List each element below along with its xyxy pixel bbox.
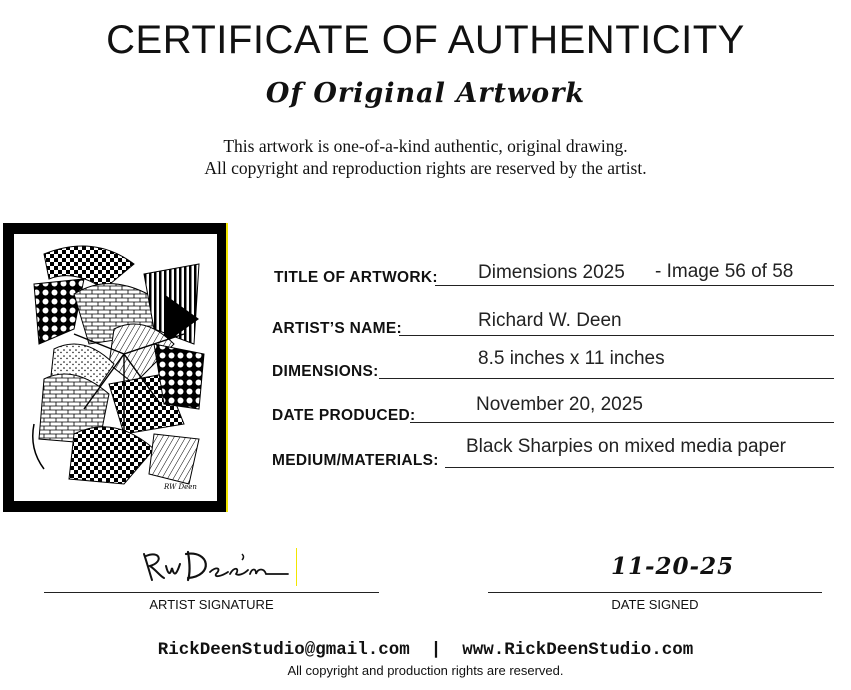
date-signed-label: DATE SIGNED: [611, 597, 699, 612]
title-of-artwork-label: TITLE OF ARTWORK:: [274, 269, 438, 286]
intro-line-2: All copyright and reproduction rights are reserved by the artist.: [204, 158, 647, 178]
artist-signature-image: [138, 546, 298, 586]
date-produced-value: November 20, 2025: [476, 394, 643, 415]
frame-accent-edge: [226, 223, 228, 512]
artist-underline: [399, 335, 834, 336]
medium-value: Black Sharpies on mixed media paper: [466, 436, 787, 457]
dimensions-value: 8.5 inches x 11 inches: [478, 348, 665, 369]
certificate-title: CERTIFICATE OF AUTHENTICITY: [106, 18, 745, 62]
artist-signature-label: ARTIST SIGNATURE: [149, 597, 274, 612]
artist-signature-line: [44, 592, 379, 593]
intro-line-1: This artwork is one-of-a-kind authentic, original drawing.: [223, 136, 628, 156]
footer-contact-text: RickDeenStudio@gmail.com | www.RickDeenStudio.com: [157, 640, 694, 660]
title-of-artwork-value: Dimensions 2025: [478, 262, 625, 283]
dimensions-underline: [379, 378, 834, 379]
date-signed-value: 11-20-25: [611, 553, 735, 580]
footer-contact: [0, 640, 851, 660]
title-underline: [435, 285, 834, 286]
artist-name-value: Richard W. Deen: [478, 310, 622, 331]
date-produced-label: DATE PRODUCED:: [272, 407, 416, 424]
signature-graphic: [138, 546, 298, 586]
dimensions-label: DIMENSIONS:: [272, 363, 379, 380]
title-image-count: - Image 56 of 58: [655, 261, 794, 282]
artwork-image: [3, 223, 228, 512]
date-produced-underline: [410, 422, 834, 423]
date-signed-line: [488, 592, 822, 593]
abstract-drawing-graphic: [14, 234, 217, 501]
medium-underline: [445, 467, 834, 468]
signature-accent-mark: [296, 548, 297, 586]
artwork-drawing: [14, 234, 217, 501]
artist-name-label: ARTIST’S NAME:: [272, 320, 402, 337]
footer-note: All copyright and production rights are reserved.: [287, 663, 564, 678]
svg-text:RW Deen: RW Deen: [164, 483, 197, 491]
certificate-subtitle: Of Original Artwork: [265, 78, 586, 109]
medium-label: MEDIUM/MATERIALS:: [272, 452, 439, 469]
